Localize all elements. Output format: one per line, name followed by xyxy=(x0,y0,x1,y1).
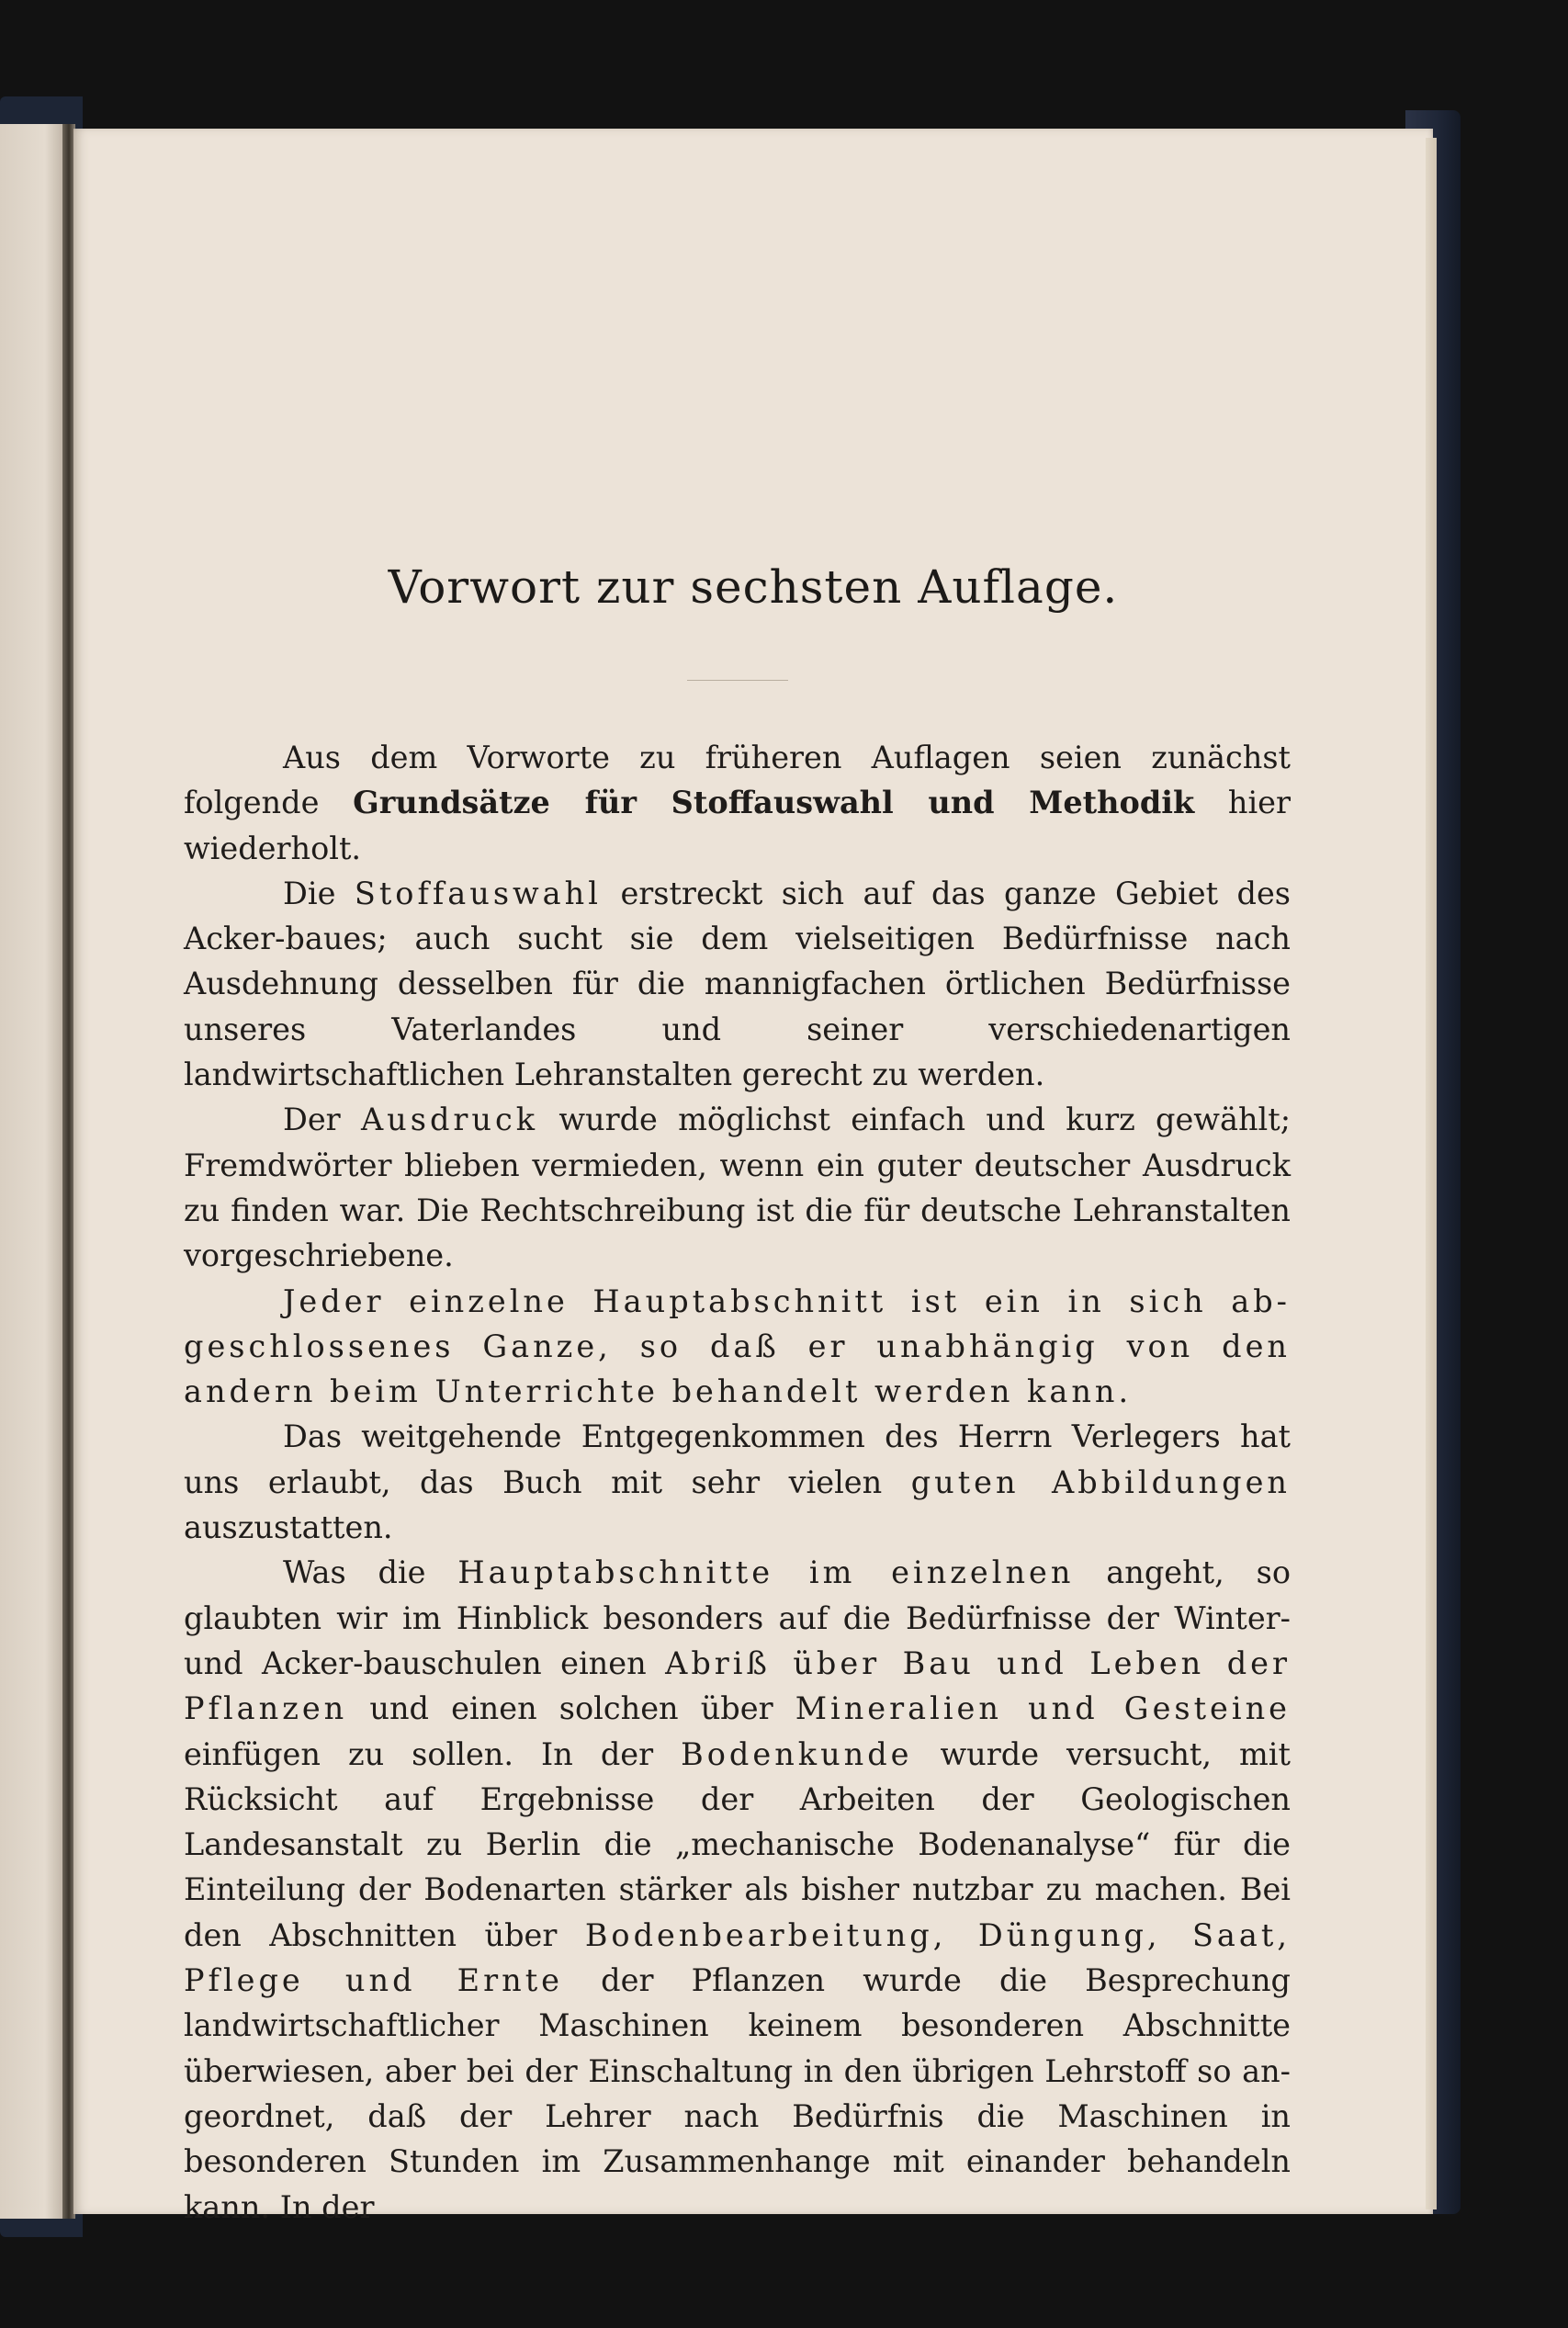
spaced-phrase: Mineralien und Gesteine xyxy=(795,1690,1291,1727)
spaced-phrase: Bodenkunde xyxy=(681,1735,913,1772)
paragraph-2 xyxy=(184,871,1291,1097)
spaced-phrase: Abriß über Bau und Leben der Pflanzen xyxy=(184,1644,1291,1727)
spaced-phrase: guten Abbildungen xyxy=(910,1463,1292,1500)
spaced-phrase: Hauptabschnitte im einzelnen xyxy=(457,1554,1075,1591)
paragraph-3 xyxy=(184,1097,1291,1278)
page-heading: Vorwort zur sechsten Auflage. xyxy=(388,560,1119,614)
left-page-edge xyxy=(0,124,66,2219)
paragraph-4: Jeder einzelne Hauptabschnitt ist ein in sich ab-geschlossenes Ganze, so daß er unabhängig von den andern beim Unterrichte behandelt werden kann. xyxy=(184,1283,1291,1410)
text-run: Aus dem Vorworte zu früheren Auflagen seien zunächst folgende xyxy=(184,740,1291,821)
text-run: Was die xyxy=(283,1554,458,1591)
paragraph-1 xyxy=(184,735,1291,871)
text-run: auszustatten. xyxy=(184,1509,393,1546)
paragraph-6 xyxy=(184,1550,1291,2229)
spaced-phrase: Stoffauswahl xyxy=(354,875,602,911)
bold-phrase: Grundsätze für Stoffauswahl und Methodik xyxy=(353,785,1195,821)
spaced-phrase: Bodenbearbeitung, Düngung, Saat, Pflege und Ernte xyxy=(184,1916,1291,1999)
text-run: angeht, so glaubten wir im Hinblick besonders auf die Bedürfnisse der Winter- und Acker-bauschulen einen xyxy=(184,1554,1291,1681)
text-run: einfügen zu sollen. In der xyxy=(184,1735,682,1772)
text-run: wurde möglichst einfach und kurz gewählt; Fremdwörter blieben vermieden, wenn ein guter deutscher Ausdruck zu finden war. Die Rechtschreibung ist die für deutsche Lehranstalten vorgeschriebene. xyxy=(184,1102,1291,1274)
body-text xyxy=(184,735,1291,2230)
paragraph-5 xyxy=(184,1414,1291,1550)
text-run: wurde versucht, mit Rücksicht auf Ergebnisse der Arbeiten der Geologischen Landesanstalt zu Berlin die „mechanische Bodenanalyse“ für die Einteilung der Bodenarten stärker als bisher nutzbar zu machen. Bei den Abschnitten über xyxy=(184,1735,1291,1953)
spaced-phrase: Ausdruck xyxy=(360,1102,539,1138)
page-stack-edge xyxy=(1426,138,1437,2209)
heading-divider xyxy=(687,680,788,681)
text-run: erstreckt sich auf das ganze Gebiet des Acker-baues; auch sucht sie dem vielseitigen Bedürfnisse nach Ausdehnung desselben für die mannigfachen örtlichen Bedürfnisse unseres Vaterlandes und seiner verschiedenartigen landwirtschaftlichen Lehranstalten gerecht zu werden. xyxy=(184,875,1292,1093)
text-run: und einen solchen über xyxy=(347,1690,795,1727)
text-run: Der xyxy=(283,1102,361,1138)
text-run: der Pflanzen wurde die Besprechung landwirtschaftlicher Maschinen keinem besonderen Abschnitte überwiesen, aber bei der Einschaltung in den übrigen Lehrstoff so an-geordnet, daß der Lehrer nach Bedürfnis die Maschinen in besonderen Stunden im Zusammenhange mit einander behandeln kann. In der xyxy=(184,1962,1291,2225)
text-run: hier wiederholt. xyxy=(184,785,1292,866)
text-run: Die xyxy=(283,875,355,911)
text-run: Das weitgehende Entgegenkommen des Herrn Verlegers hat uns erlaubt, das Buch mit sehr vielen xyxy=(184,1418,1291,1500)
